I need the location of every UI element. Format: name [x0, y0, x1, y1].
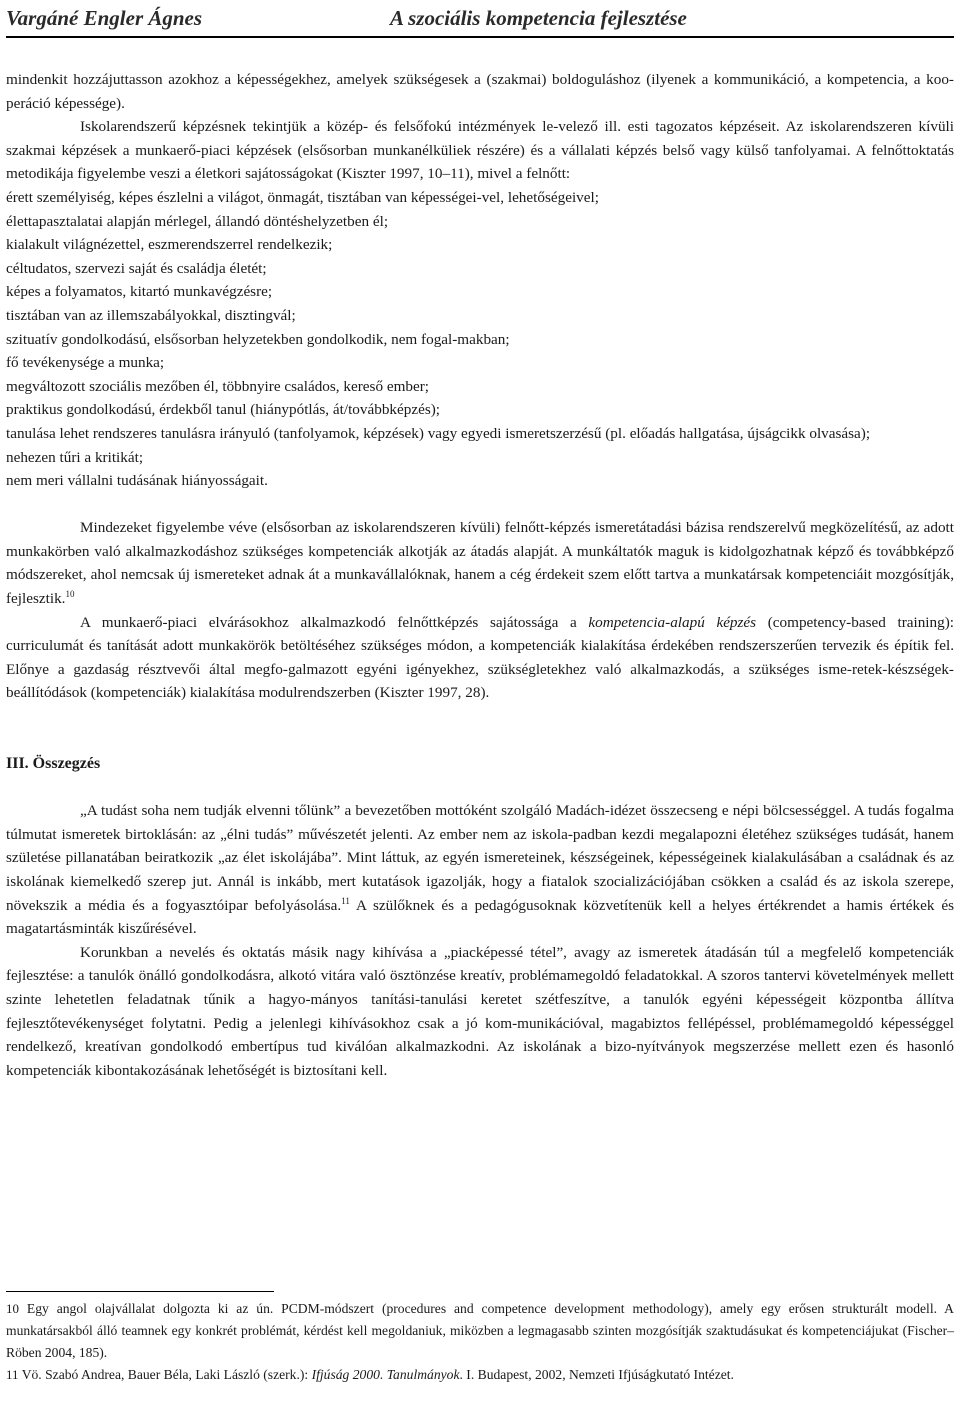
page-content: [6, 68, 954, 1082]
paragraph-5-text-a: „A tudást soha nem tudják elvenni tőlünk” a bevezetőben mottóként szolgáló Madách-idézet összecseng e népi bölcsességgel. A tudás fogalma túlmutat ismeretek birtoklásán: az „élni tudás” művészetét jelenti. Az ember nem az iskola-padban kezdi megalapozni életéhez szükséges tudását, hanem születése pillanatában beiratkozik „az élet iskolájába”. Mint láttuk, az egyén ismereteinek, készségeinek, képességeinek kialakulásában a családnak és az iskolának kiemelkedő szerep jut. Annál is inkább, mert kutatások igazolják, hogy a fiatalok szocializációjában csökken a család és az iskola szerepe, növekszik a média és a fogyasztóipar befolyásolása.: [6, 802, 954, 914]
paragraph-4-text-b: (competency-based training): curriculumát és tanítását adott munkakörök betöltéséhez szükséges módon, a kompetenciák kialakítása érdekében rendszerszerűen tervezik és építik fel. Előnye a gazdaság résztvevői által megfo-galmazott egyéni igényekhez, szükségletekhez való alkalmazkodás, a szükséges isme-retek-készségek-beállítódások (kompetenciák) kialakítása modulrendszerben (Kiszter 1997, 28).: [6, 613, 954, 702]
footnote-10-text: Egy angol olajvállalat dolgozta ki az ún. PCDM-módszert (procedures and competence development methodology), amely egy erősen strukturált modell. A munkatársakból álló teamnek egy konkrét problémát, kérdést kell megoldaniuk, miközben a legmagasabb szinten mozgósítják szaktudásukat és kompetenciájukat (Fischer–Röben 2004, 185).: [6, 1301, 954, 1360]
list-item: nem meri vállalni tudásának hiányosságait.: [6, 472, 268, 490]
list-item: képes a folyamatos, kitartó munkavégzésre;: [6, 283, 273, 301]
paragraph-5-text-b: A szülőknek és a pedagógusoknak közvetítenük kell a helyes értékrendet a hamis értékek és magatartásminták kiszűrésével.: [6, 896, 955, 938]
section-heading: III. Összegzés: [6, 755, 101, 773]
header-title: A szociális kompetencia fejlesztése: [390, 6, 687, 30]
list-item: tisztában van az illemszabályokkal, disztingvál;: [6, 306, 296, 324]
list-item: szituatív gondolkodású, elsősorban helyzetekben gondolkodik, nem fogal-makban;: [6, 330, 510, 348]
footnote-11-text-a: Vö. Szabó Andrea, Bauer Béla, Laki László (szerk.):: [21, 1367, 312, 1382]
footnote-10: [6, 1298, 954, 1364]
footnote-ref-11[interactable]: 11: [341, 895, 350, 906]
list-item: fő tevékenysége a munka;: [6, 354, 165, 372]
footnote-11-title: Ifjúság 2000. Tanulmányok: [311, 1367, 460, 1382]
paragraph-3: [6, 516, 954, 610]
footnote-separator: [6, 1291, 274, 1292]
paragraph-1: mindenkit hozzájuttasson azokhoz a képességekhez, amelyek szükségesek a (szakmai) boldoguláshoz (ilyenek a kommunikáció, a kompetencia, a koo-peráció képessége).: [6, 71, 954, 112]
paragraph-2: Iskolarendszerű képzésnek tekintjük a közép- és felsőfokú intézmények le-velező ill. esti tagozatos képzéseit. Az iskolarendszeren kívüli szakmai képzések a munkaerő-piaci képzések (elsősorban munkanélküliek részére) és a vállalati képzés belső vagy külső tanfolyamai. A felnőttoktatás metodikája figyelembe veszi a életkori sajátosságokat (Kiszter 1997, 10–11), mivel a felnőtt:: [6, 118, 954, 183]
paragraph-4-text-a: A munkaerő-piaci elvárásokhoz alkalmazkodó felnőttképzés sajátossága a: [80, 613, 589, 631]
paragraph-4: [6, 611, 954, 705]
list-item: megváltozott szociális mezőben él, többnyire családos, kereső ember;: [6, 377, 429, 395]
list-item: nehezen tűri a kritikát;: [6, 448, 144, 466]
page-header: [6, 2, 954, 38]
list-item: praktikus gondolkodású, érdekből tanul (hiánypótlás, át/továbbképzés);: [6, 401, 441, 419]
paragraph-5: [6, 799, 954, 941]
list-item: érett személyiség, képes észlelni a világot, önmagát, tisztában van képességei-vel, lehetőségeivel;: [6, 188, 599, 206]
header-author: Vargáné Engler Ágnes: [6, 6, 203, 30]
footnote-11: [6, 1364, 954, 1386]
paragraph-6: Korunkban a nevelés és oktatás másik nagy kihívása a „piacképessé tétel”, avagy az ismeretek átadásán túl a megfelelő kompetenciák fejlesztése: a tanulók önálló gondolkodásra, alkotó vitára való ösztönzése kreatív, problémamegoldó feladatokkal. A szoros tantervi követelmények mellett szinte lehetetlen feladatnak tűnik a hagyo-mányos tanítási-tanulási keretet szétfeszítve, a tanulók egyéni képességeit központba állítva fejlesztőtevékenységet folytatni. Pedig a jelenlegi kihívásokhoz csak a jó kom-munikációval, magabiztos fellépéssel, problémamegoldó képességgel rendelkező, kreatívan gondolkodó embertípus tud kiválóan alkalmazkodni. Az iskolának a bizo-nyítványok megszerzése mellett ezen és hasonló kompetenciák kibontakozásának lehetőségét is biztosítani kell.: [6, 943, 954, 1079]
footnote-10-number: 10: [6, 1301, 19, 1316]
footnotes: [6, 1298, 954, 1386]
paragraph-3-text: Mindezeket figyelembe véve (elsősorban az iskolarendszeren kívüli) felnőtt-képzés ismeretátadási bázisa rendszerelvű megközelítésű, az adott munkakörben való alkalmazkodáshoz szükséges kompetenciák alkotják az átadás alapját. A munkáltatók maguk is kidolgozhatnak képző és továbbképző módszereket, ahol nemcsak új ismereteket adnak át a munkavállalóknak, hanem a cég érdekeit szem előtt tartva a munkatársak kompetenciáit mozgósítják, fejlesztik.: [6, 519, 954, 608]
paragraph-4-emphasis: kompetencia-alapú képzés: [588, 613, 757, 631]
footnote-11-number: 11: [6, 1367, 19, 1382]
footnote-11-text-b: . I. Budapest, 2002, Nemzeti Ifjúságkutató Intézet.: [459, 1367, 734, 1382]
list-item: céltudatos, szervezi saját és családja életét;: [6, 259, 267, 277]
list-item: kialakult világnézettel, eszmerendszerrel rendelkezik;: [6, 236, 333, 254]
adult-traits-list: [6, 186, 954, 493]
footnote-ref-10[interactable]: 10: [65, 589, 75, 599]
list-item: tanulása lehet rendszeres tanulásra irányuló (tanfolyamok, képzések) vagy egyedi ismeretszerzésű (pl. előadás hallgatása, újságcikk olvasása);: [6, 424, 871, 442]
list-item: élettapasztalatai alapján mérlegel, állandó döntéshelyzetben él;: [6, 212, 389, 230]
